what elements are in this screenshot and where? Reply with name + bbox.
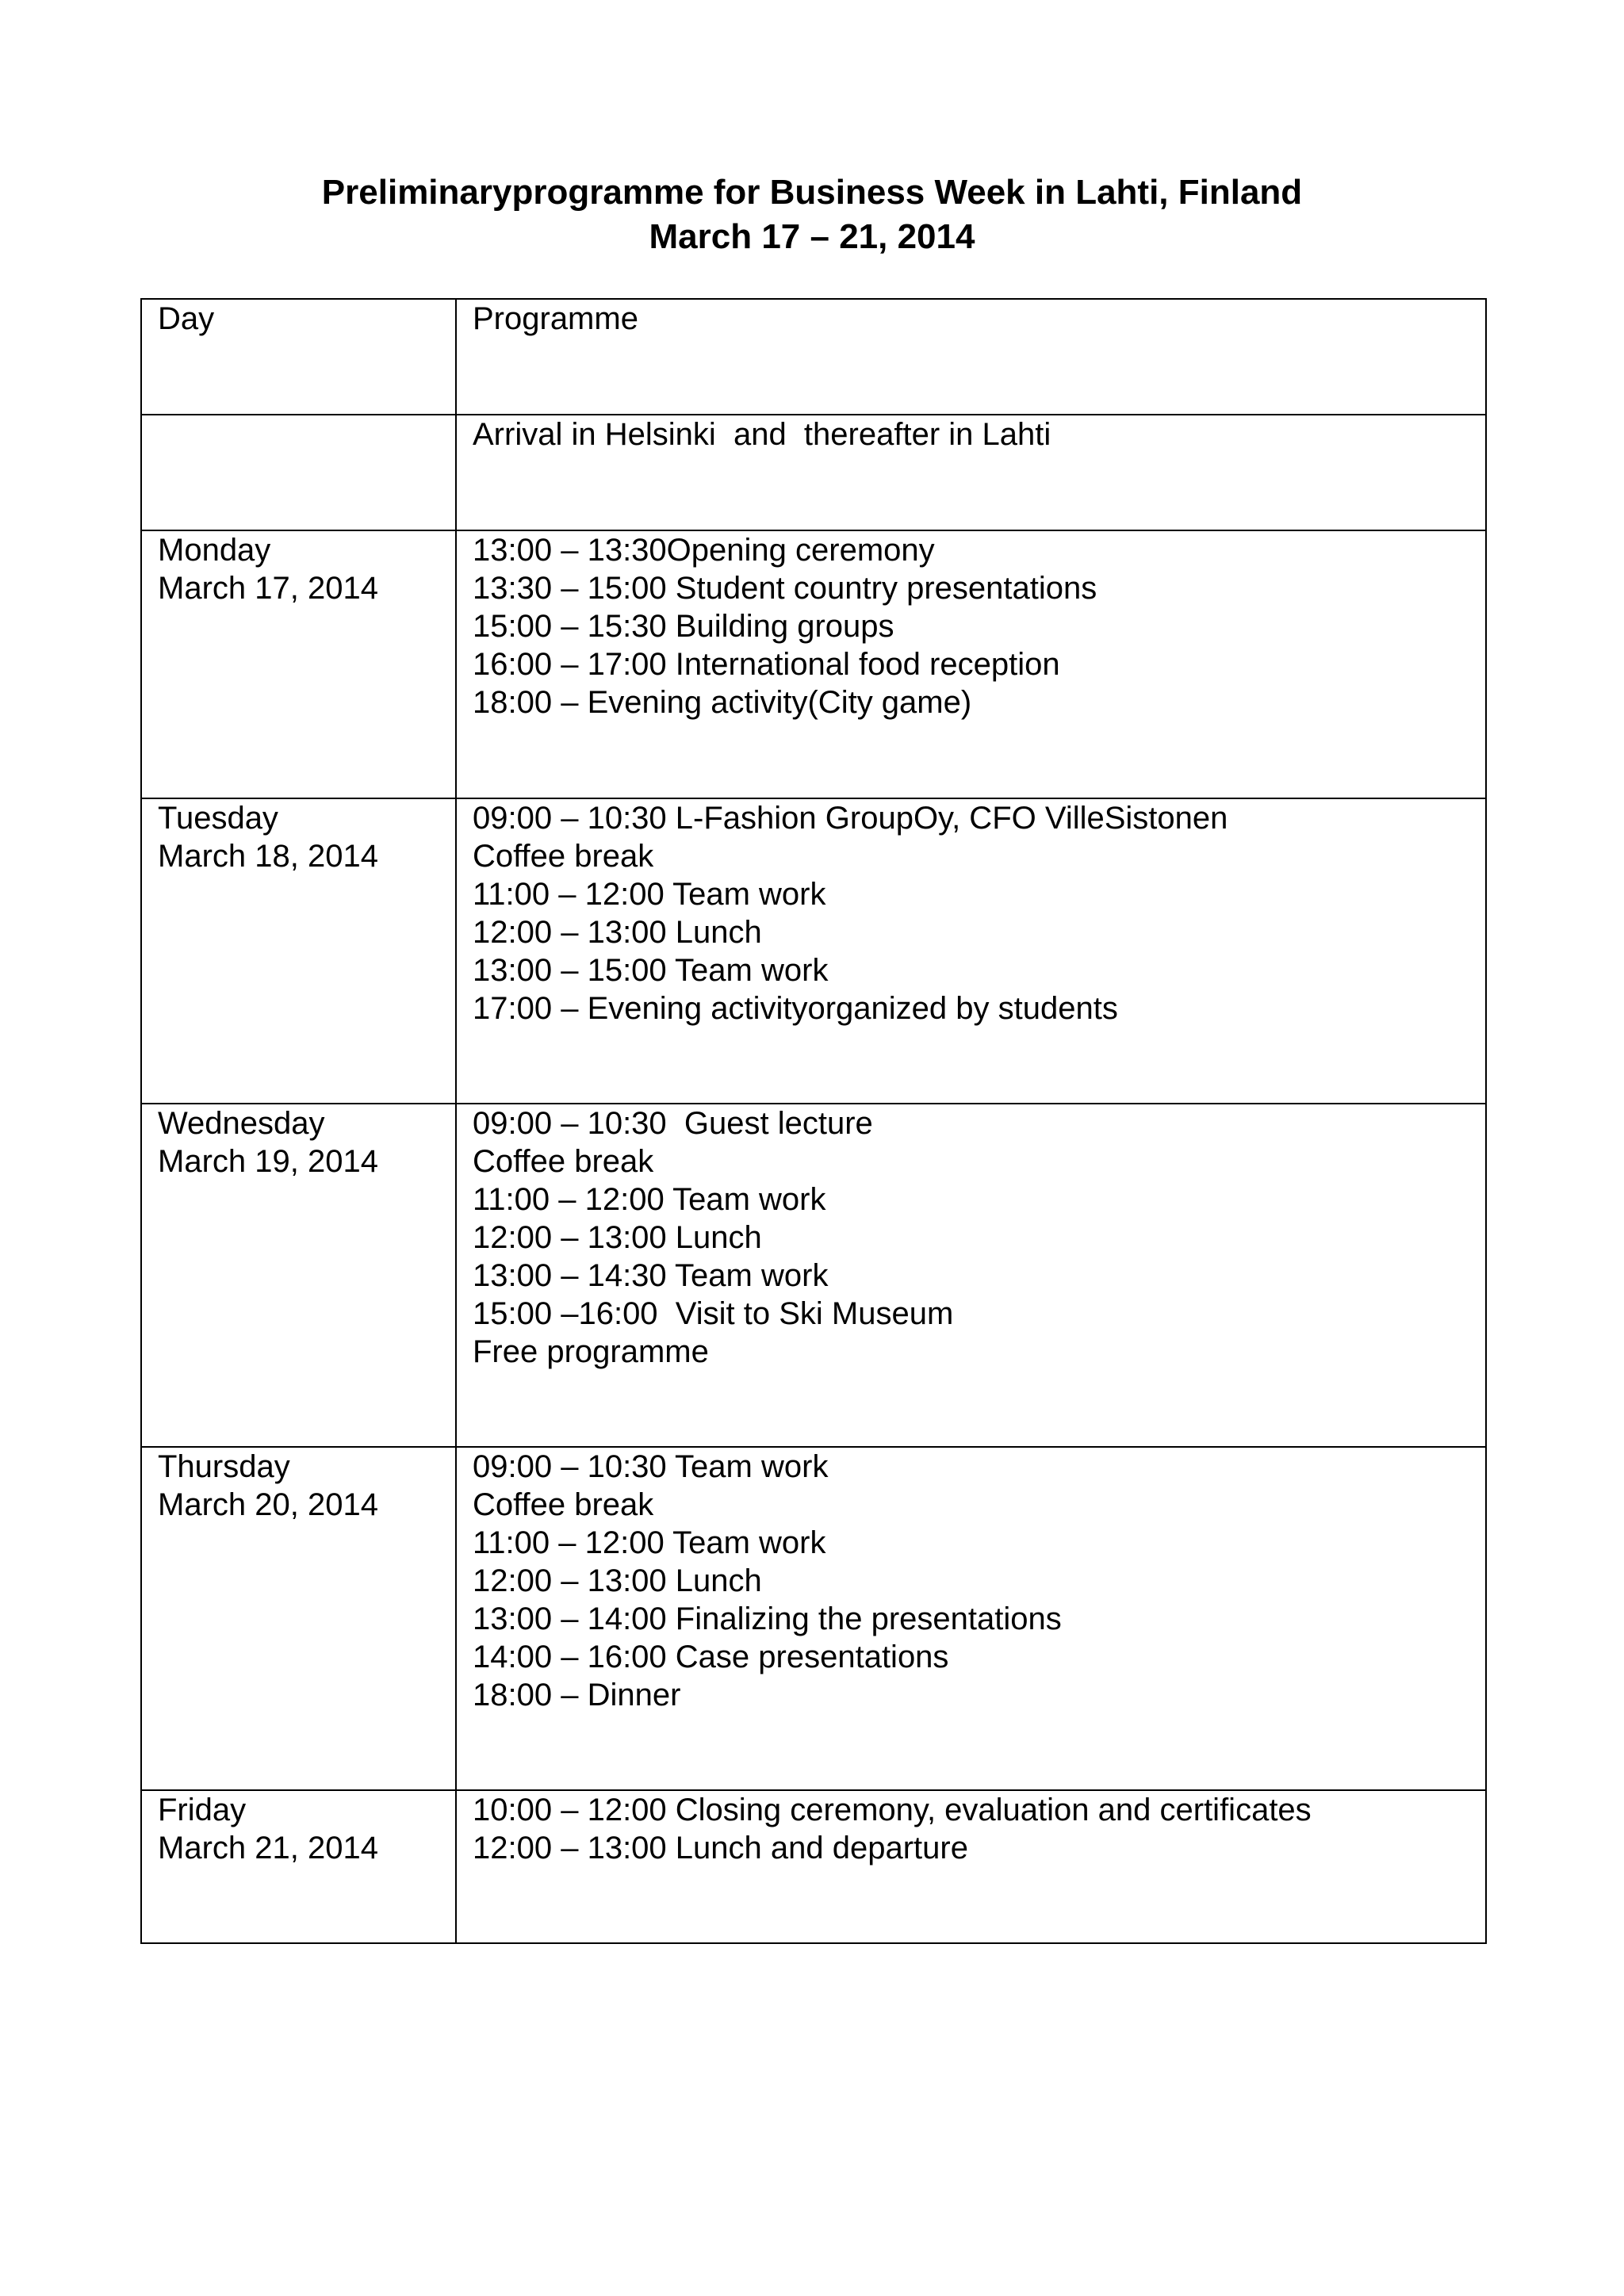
programme-item: 09:00 – 10:30 L-Fashion GroupOy, CFO VilleSistonen xyxy=(473,801,1228,836)
programme-item: 18:00 – Evening activity(City game) xyxy=(473,685,972,720)
day-date: March 17, 2014 xyxy=(158,571,378,606)
page-title xyxy=(0,170,1624,259)
day-name: Thursday xyxy=(158,1449,290,1484)
table-row xyxy=(141,798,1486,1104)
programme-item: 14:00 – 16:00 Case presentations xyxy=(473,1640,949,1674)
programme-item: 15:00 –16:00 Visit to Ski Museum xyxy=(473,1296,954,1331)
programme-item: Coffee break xyxy=(473,1144,654,1179)
programme-item: 13:00 – 14:30 Team work xyxy=(473,1258,829,1293)
programme-item: 11:00 – 12:00 Team work xyxy=(473,877,826,912)
header-programme: Programme xyxy=(456,299,1486,415)
programme-item: 13:00 – 13:30Opening ceremony xyxy=(473,533,935,568)
day-name: Tuesday xyxy=(158,801,278,836)
table-row xyxy=(141,530,1486,798)
table-row xyxy=(141,415,1486,530)
day-cell xyxy=(141,1447,456,1790)
programme-item: 09:00 – 10:30 Team work xyxy=(473,1449,829,1484)
programme-item: 12:00 – 13:00 Lunch xyxy=(473,1220,762,1255)
table-row xyxy=(141,1447,1486,1790)
programme-item: 18:00 – Dinner xyxy=(473,1678,681,1712)
day-date: March 21, 2014 xyxy=(158,1831,378,1866)
day-cell xyxy=(141,415,456,530)
programme-item: 12:00 – 13:00 Lunch xyxy=(473,1563,762,1598)
table-body xyxy=(141,415,1486,1943)
table-header-row xyxy=(141,299,1486,415)
programme-item: 13:00 – 14:00 Finalizing the presentations xyxy=(473,1601,1062,1636)
schedule-table xyxy=(140,298,1487,1944)
programme-cell xyxy=(456,1104,1486,1447)
programme-cell xyxy=(456,798,1486,1104)
table-row xyxy=(141,1104,1486,1447)
day-name: Wednesday xyxy=(158,1106,325,1141)
header-day: Day xyxy=(141,299,456,415)
programme-item: 11:00 – 12:00 Team work xyxy=(473,1525,826,1560)
programme-item: Coffee break xyxy=(473,839,654,874)
day-date: March 20, 2014 xyxy=(158,1487,378,1522)
programme-cell xyxy=(456,415,1486,530)
day-name: Friday xyxy=(158,1793,247,1827)
programme-cell xyxy=(456,530,1486,798)
day-date: March 18, 2014 xyxy=(158,839,378,874)
day-name: Monday xyxy=(158,533,271,568)
title-line-2: March 17 – 21, 2014 xyxy=(649,217,975,256)
programme-item: 09:00 – 10:30 Guest lecture xyxy=(473,1106,873,1141)
programme-item: Arrival in Helsinki and thereafter in Lahti xyxy=(473,417,1051,452)
table-row xyxy=(141,1790,1486,1943)
day-date: March 19, 2014 xyxy=(158,1144,378,1179)
programme-item: 10:00 – 12:00 Closing ceremony, evaluation and certificates xyxy=(473,1793,1312,1827)
programme-item: Coffee break xyxy=(473,1487,654,1522)
programme-item: 15:00 – 15:30 Building groups xyxy=(473,609,894,644)
programme-item: 13:30 – 15:00 Student country presentations xyxy=(473,571,1097,606)
programme-item: 13:00 – 15:00 Team work xyxy=(473,953,829,988)
programme-item: 16:00 – 17:00 International food reception xyxy=(473,647,1060,682)
day-cell xyxy=(141,1790,456,1943)
programme-cell xyxy=(456,1447,1486,1790)
day-cell xyxy=(141,1104,456,1447)
programme-item: 12:00 – 13:00 Lunch xyxy=(473,915,762,950)
title-line-1: Preliminaryprogramme for Business Week in Lahti, Finland xyxy=(321,173,1303,212)
day-cell xyxy=(141,530,456,798)
day-cell xyxy=(141,798,456,1104)
programme-item: 17:00 – Evening activityorganized by students xyxy=(473,991,1118,1026)
programme-item: 11:00 – 12:00 Team work xyxy=(473,1182,826,1217)
programme-cell xyxy=(456,1790,1486,1943)
programme-item: 12:00 – 13:00 Lunch and departure xyxy=(473,1831,968,1866)
programme-item: Free programme xyxy=(473,1334,709,1369)
